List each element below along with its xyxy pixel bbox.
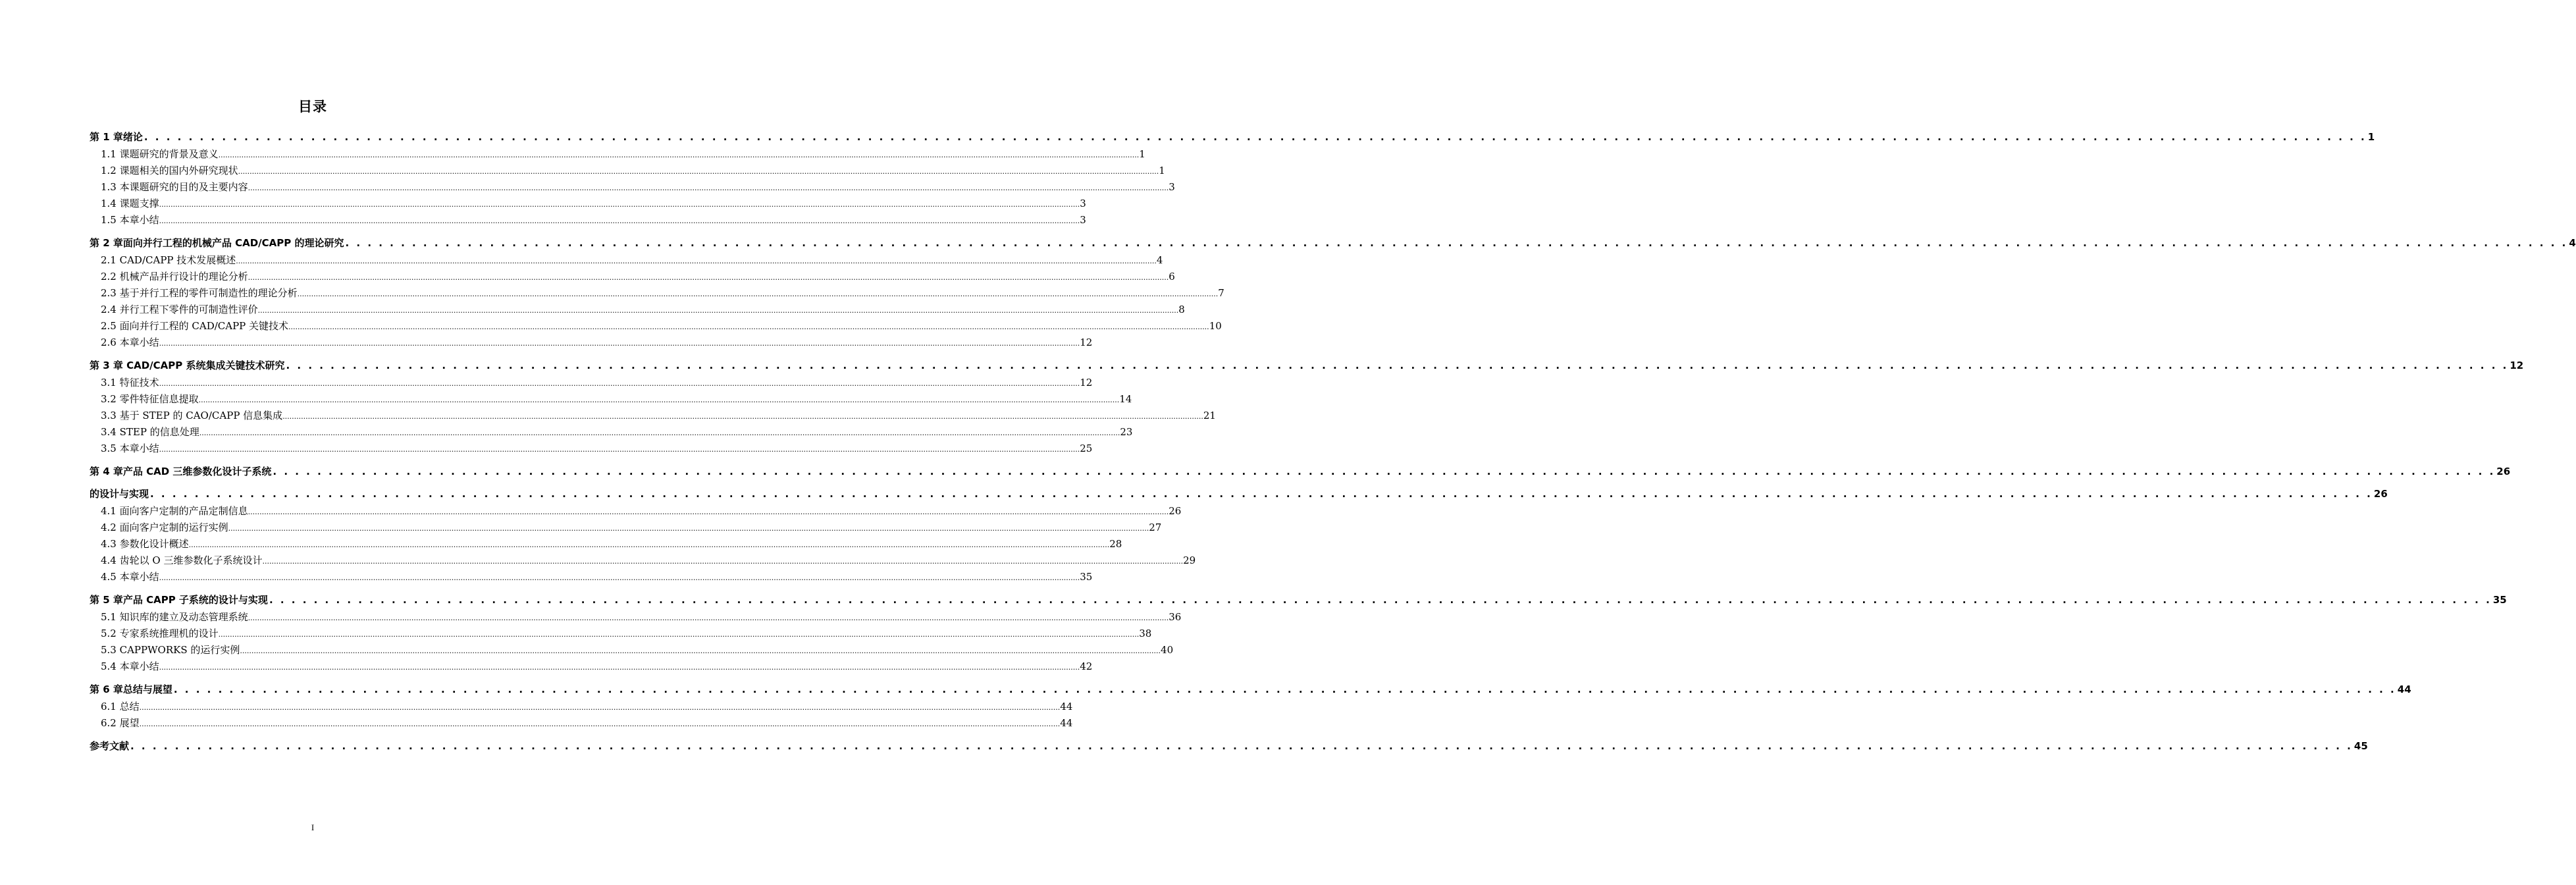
toc-entry-label: 5.4 本章小结 (101, 660, 159, 672)
dot-leader: ................................................................................................................................................................................................................................................................................................................................................................................................................ (218, 630, 1140, 639)
toc-entry-page-number: 12 (1080, 377, 1093, 389)
toc-entry-page-number: 7 (1218, 287, 1224, 299)
toc-section-entry (90, 146, 1145, 163)
toc-entry-label: 4.5 本章小结 (101, 571, 159, 583)
toc-entry-page-number: 3 (1169, 181, 1175, 193)
toc-entry-page-number: 26 (2496, 466, 2511, 477)
toc-section-entry (90, 642, 1174, 658)
toc-entry-label: 6.2 展望 (101, 717, 140, 729)
toc-entry-page-number: 36 (1169, 611, 1182, 623)
toc-section-entry (90, 424, 1133, 441)
dot-leader: ................................................................................................................................................................................................................................................................................................................................................................................................................ (159, 379, 1080, 388)
toc-entry-label: 1.3 本课题研究的目的及主要内容 (101, 181, 248, 193)
toc-entry-page-number: 38 (1139, 628, 1152, 639)
toc-entry-page-number: 29 (1183, 554, 1196, 566)
toc-entry-label: 3.3 基于 STEP 的 CAO/CAPP 信息集成 (101, 410, 283, 421)
dot-leader: . . . . . . . . . . . . . . . . . . . . . . . . . . . . . . . . . . . . . . . . . . . . . . . . . . . . . . . . . . . . . . . . . . . . . . . . . . . . . . . . . . . . . . . . . . . . . . . . . . . . . . . . . . . . . . . . . . . . . . . . . . . . . . . . . . . . . . . . . . . . . . . . . . . . . . . . . . . . . . . . . . . . . . . . . . . . . . . . . . . . . . . . . . . . . . . . . . . . . . . . (144, 131, 2367, 143)
toc-section-entry (90, 609, 1182, 626)
toc-section-entry (90, 212, 1086, 228)
toc-chapter-entry (90, 464, 2511, 479)
toc-entry-page-number: 35 (1080, 571, 1093, 583)
toc-section-entry (90, 552, 1196, 569)
dot-leader: . . . . . . . . . . . . . . . . . . . . . . . . . . . . . . . . . . . . . . . . . . . . . . . . . . . . . . . . . . . . . . . . . . . . . . . . . . . . . . . . . . . . . . . . . . . . . . . . . . . . . . . . . . . . . . . . . . . . . . . . . . . . . . . . . . . . . . . . . . . . . . . . . . . . . . . . . . . . . . . . . . . . . . . . . . . . . . . . . . . . . . . . . . . . . . . . . . . . . . . . (150, 488, 2373, 500)
toc-title: 目录 (298, 99, 327, 115)
toc-entry-label: 第 2 章面向并行工程的机械产品 CAD/CAPP 的理论研究 (90, 237, 344, 249)
toc-entry-label: 4.2 面向客户定制的运行实例 (101, 522, 228, 533)
toc-section-entry (90, 408, 1216, 424)
toc-entry-label: 3.2 零件特征信息提取 (101, 393, 199, 405)
toc-entry-label: 6.1 总结 (101, 701, 140, 712)
dot-leader: ................................................................................................................................................................................................................................................................................................................................................................................................................ (240, 647, 1161, 655)
toc-entry-page-number: 10 (1209, 320, 1222, 332)
toc-entry-label: 2.3 基于并行工程的零件可制造性的理论分析 (101, 287, 298, 299)
toc-section-entry (90, 626, 1152, 642)
toc-entry-page-number: 1 (1159, 165, 1165, 176)
dot-leader: ................................................................................................................................................................................................................................................................................................................................................................................................................ (159, 200, 1080, 209)
toc-section-entry (90, 658, 1093, 675)
dot-leader: ................................................................................................................................................................................................................................................................................................................................................................................................................ (159, 217, 1080, 225)
toc-chapter-entry (90, 129, 2375, 145)
dot-leader: ................................................................................................................................................................................................................................................................................................................................................................................................................ (159, 663, 1080, 672)
toc-section-entry (90, 520, 1162, 536)
toc-section-entry (90, 715, 1073, 732)
toc-entry-label: 2.5 面向并行工程的 CAD/CAPP 关键技术 (101, 320, 289, 332)
dot-leader: ................................................................................................................................................................................................................................................................................................................................................................................................................ (238, 167, 1159, 176)
toc-section-entry (90, 269, 1175, 285)
toc-section-entry (90, 163, 1165, 179)
toc-entry-page-number: 28 (1109, 538, 1122, 550)
toc-entry-label: 第 3 章 CAD/CAPP 系统集成关键技术研究 (90, 360, 285, 371)
dot-leader: ................................................................................................................................................................................................................................................................................................................................................................................................................ (139, 703, 1061, 712)
toc-entry-label: 4.3 参数化设计概述 (101, 538, 189, 550)
toc-entry-page-number: 14 (1119, 393, 1132, 405)
toc-section-entry (90, 318, 1222, 335)
toc-entry-label: 2.4 并行工程下零件的可制造性评价 (101, 304, 258, 315)
toc-section-entry (90, 441, 1093, 457)
toc-entry-label: 5.2 专家系统推理机的设计 (101, 628, 219, 639)
toc-chapter-entry (90, 738, 2368, 754)
dot-leader: ................................................................................................................................................................................................................................................................................................................................................................................................................ (236, 257, 1157, 265)
dot-leader: ................................................................................................................................................................................................................................................................................................................................................................................................................ (262, 557, 1184, 566)
toc-entry-label: 第 6 章总结与展望 (90, 684, 172, 695)
toc-section-entry (90, 285, 1224, 302)
dot-leader: . . . . . . . . . . . . . . . . . . . . . . . . . . . . . . . . . . . . . . . . . . . . . . . . . . . . . . . . . . . . . . . . . . . . . . . . . . . . . . . . . . . . . . . . . . . . . . . . . . . . . . . . . . . . . . . . . . . . . . . . . . . . . . . . . . . . . . . . . . . . . . . . . . . . . . . . . . . . . . . . . . . . . . . . . . . . . . . . . . . . . . . . . . . . . . . . . . . . . . . . (286, 360, 2509, 371)
toc-section-entry (90, 536, 1122, 552)
page-number: I (311, 822, 315, 832)
toc-section-entry (90, 503, 1182, 520)
toc-entry-label: 3.1 特征技术 (101, 377, 159, 389)
toc-entry-label: 2.2 机械产品并行设计的理论分析 (101, 271, 248, 282)
dot-leader: ................................................................................................................................................................................................................................................................................................................................................................................................................ (188, 541, 1110, 549)
toc-entry-page-number: 12 (1080, 336, 1093, 348)
toc-entry-page-number: 4 (2569, 237, 2576, 249)
toc-entry-label: 5.1 知识库的建立及动态管理系统 (101, 611, 248, 623)
dot-leader: ................................................................................................................................................................................................................................................................................................................................................................................................................ (159, 445, 1080, 454)
toc-entry-label: 2.6 本章小结 (101, 336, 159, 348)
toc-entry-page-number: 4 (1156, 254, 1163, 266)
toc-entry-page-number: 44 (1060, 717, 1073, 729)
toc-entry-page-number: 35 (2492, 594, 2507, 606)
toc-entry-page-number: 44 (1060, 701, 1073, 712)
toc-entry-label: 的设计与实现 (90, 488, 149, 500)
toc-entry-page-number: 3 (1080, 198, 1086, 209)
toc-section-entry (90, 179, 1175, 196)
dot-leader: ................................................................................................................................................................................................................................................................................................................................................................................................................ (248, 508, 1169, 516)
toc-chapter-entry (90, 358, 2524, 373)
toc-entry-page-number: 44 (2397, 684, 2411, 695)
dot-leader: . . . . . . . . . . . . . . . . . . . . . . . . . . . . . . . . . . . . . . . . . . . . . . . . . . . . . . . . . . . . . . . . . . . . . . . . . . . . . . . . . . . . . . . . . . . . . . . . . . . . . . . . . . . . . . . . . . . . . . . . . . . . . . . . . . . . . . . . . . . . . . . . . . . . . . . . . . . . . . . . . . . . . . . . . . . . . . . . . . . . . . . . . . . . . . . . . . . . . . . . (269, 594, 2492, 606)
toc-section-entry (90, 375, 1093, 391)
toc-entry-label: 参考文献 (90, 740, 130, 752)
toc-chapter-entry (90, 592, 2507, 608)
dot-leader: ................................................................................................................................................................................................................................................................................................................................................................................................................ (218, 151, 1140, 159)
toc-entry-page-number: 21 (1203, 410, 1216, 421)
toc-entry-label: 1.4 课题支撑 (101, 198, 159, 209)
dot-leader: ................................................................................................................................................................................................................................................................................................................................................................................................................ (159, 574, 1080, 582)
toc-section-entry (90, 335, 1093, 351)
toc-entry-page-number: 12 (2510, 360, 2524, 371)
dot-leader: . . . . . . . . . . . . . . . . . . . . . . . . . . . . . . . . . . . . . . . . . . . . . . . . . . . . . . . . . . . . . . . . . . . . . . . . . . . . . . . . . . . . . . . . . . . . . . . . . . . . . . . . . . . . . . . . . . . . . . . . . . . . . . . . . . . . . . . . . . . . . . . . . . . . . . . . . . . . . . . . . . . . . . . . . . . . . . . . . . . . . . . . . . . . . . . . . . . . . . . . (273, 466, 2496, 477)
table-of-contents (90, 129, 2576, 755)
toc-entry-page-number: 27 (1149, 522, 1162, 533)
toc-chapter-entry (90, 486, 2388, 502)
toc-entry-page-number: 45 (2353, 740, 2368, 752)
toc-entry-page-number: 42 (1080, 660, 1093, 672)
dot-leader: ................................................................................................................................................................................................................................................................................................................................................................................................................ (297, 290, 1219, 298)
toc-entry-label: 1.5 本章小结 (101, 214, 159, 226)
toc-entry-label: 第 4 章产品 CAD 三维参数化设计子系统 (90, 466, 272, 477)
toc-entry-page-number: 25 (1080, 443, 1093, 454)
dot-leader: . . . . . . . . . . . . . . . . . . . . . . . . . . . . . . . . . . . . . . . . . . . . . . . . . . . . . . . . . . . . . . . . . . . . . . . . . . . . . . . . . . . . . . . . . . . . . . . . . . . . . . . . . . . . . . . . . . . . . . . . . . . . . . . . . . . . . . . . . . . . . . . . . . . . . . . . . . . . . . . . . . . . . . . . . . . . . . . . . . . . . . . . . . . . . . . . . . . . . . . . (345, 237, 2568, 249)
dot-leader: ................................................................................................................................................................................................................................................................................................................................................................................................................ (139, 720, 1061, 728)
dot-leader: ................................................................................................................................................................................................................................................................................................................................................................................................................ (198, 396, 1120, 404)
toc-section-entry (90, 252, 1163, 269)
dot-leader: ................................................................................................................................................................................................................................................................................................................................................................................................................ (257, 306, 1179, 315)
toc-entry-label: 3.5 本章小结 (101, 443, 159, 454)
toc-section-entry (90, 196, 1086, 212)
toc-entry-page-number: 23 (1120, 426, 1133, 438)
dot-leader: ................................................................................................................................................................................................................................................................................................................................................................................................................ (282, 412, 1203, 421)
toc-entry-page-number: 3 (1080, 214, 1086, 226)
toc-entry-page-number: 40 (1161, 644, 1174, 656)
toc-entry-page-number: 26 (1169, 505, 1182, 517)
dot-leader: ................................................................................................................................................................................................................................................................................................................................................................................................................ (159, 339, 1080, 348)
toc-entry-label: 5.3 CAPPWORKS 的运行实例 (101, 644, 240, 656)
toc-entry-page-number: 1 (2367, 131, 2375, 143)
toc-section-entry (90, 391, 1132, 408)
toc-entry-page-number: 1 (1139, 148, 1145, 160)
toc-chapter-entry (90, 682, 2411, 697)
toc-chapter-entry (90, 235, 2576, 251)
toc-section-entry (90, 302, 1185, 318)
toc-entry-label: 4.4 齿轮以 O 三维参数化子系统设计 (101, 554, 263, 566)
toc-entry-label: 3.4 STEP 的信息处理 (101, 426, 199, 438)
toc-entry-page-number: 8 (1178, 304, 1185, 315)
dot-leader: ................................................................................................................................................................................................................................................................................................................................................................................................................ (228, 524, 1149, 533)
toc-entry-label: 第 5 章产品 CAPP 子系统的设计与实现 (90, 594, 268, 606)
dot-leader: ................................................................................................................................................................................................................................................................................................................................................................................................................ (248, 184, 1169, 192)
toc-entry-label: 2.1 CAD/CAPP 技术发展概述 (101, 254, 236, 266)
dot-leader: ................................................................................................................................................................................................................................................................................................................................................................................................................ (248, 273, 1169, 282)
toc-entry-label: 1.1 课题研究的背景及意义 (101, 148, 219, 160)
dot-leader: . . . . . . . . . . . . . . . . . . . . . . . . . . . . . . . . . . . . . . . . . . . . . . . . . . . . . . . . . . . . . . . . . . . . . . . . . . . . . . . . . . . . . . . . . . . . . . . . . . . . . . . . . . . . . . . . . . . . . . . . . . . . . . . . . . . . . . . . . . . . . . . . . . . . . . . . . . . . . . . . . . . . . . . . . . . . . . . . . . . . . . . . . . . . . . . . . . . . . . . . (173, 684, 2396, 695)
toc-entry-label: 1.2 课题相关的国内外研究现状 (101, 165, 238, 176)
toc-section-entry (90, 569, 1093, 585)
toc-entry-page-number: 6 (1169, 271, 1175, 282)
dot-leader: ................................................................................................................................................................................................................................................................................................................................................................................................................ (248, 614, 1169, 622)
dot-leader: . . . . . . . . . . . . . . . . . . . . . . . . . . . . . . . . . . . . . . . . . . . . . . . . . . . . . . . . . . . . . . . . . . . . . . . . . . . . . . . . . . . . . . . . . . . . . . . . . . . . . . . . . . . . . . . . . . . . . . . . . . . . . . . . . . . . . . . . . . . . . . . . . . . . . . . . . . . . . . . . . . . . . . . . . . . . . . . . . . . . . . . . . . . . . . . . . . . . . . . . (130, 740, 2353, 752)
toc-entry-page-number: 26 (2373, 488, 2388, 500)
toc-entry-label: 4.1 面向客户定制的产品定制信息 (101, 505, 248, 517)
dot-leader: ................................................................................................................................................................................................................................................................................................................................................................................................................ (288, 323, 1209, 331)
toc-section-entry (90, 699, 1073, 715)
dot-leader: ................................................................................................................................................................................................................................................................................................................................................................................................................ (199, 429, 1120, 437)
toc-entry-label: 第 1 章绪论 (90, 131, 143, 143)
